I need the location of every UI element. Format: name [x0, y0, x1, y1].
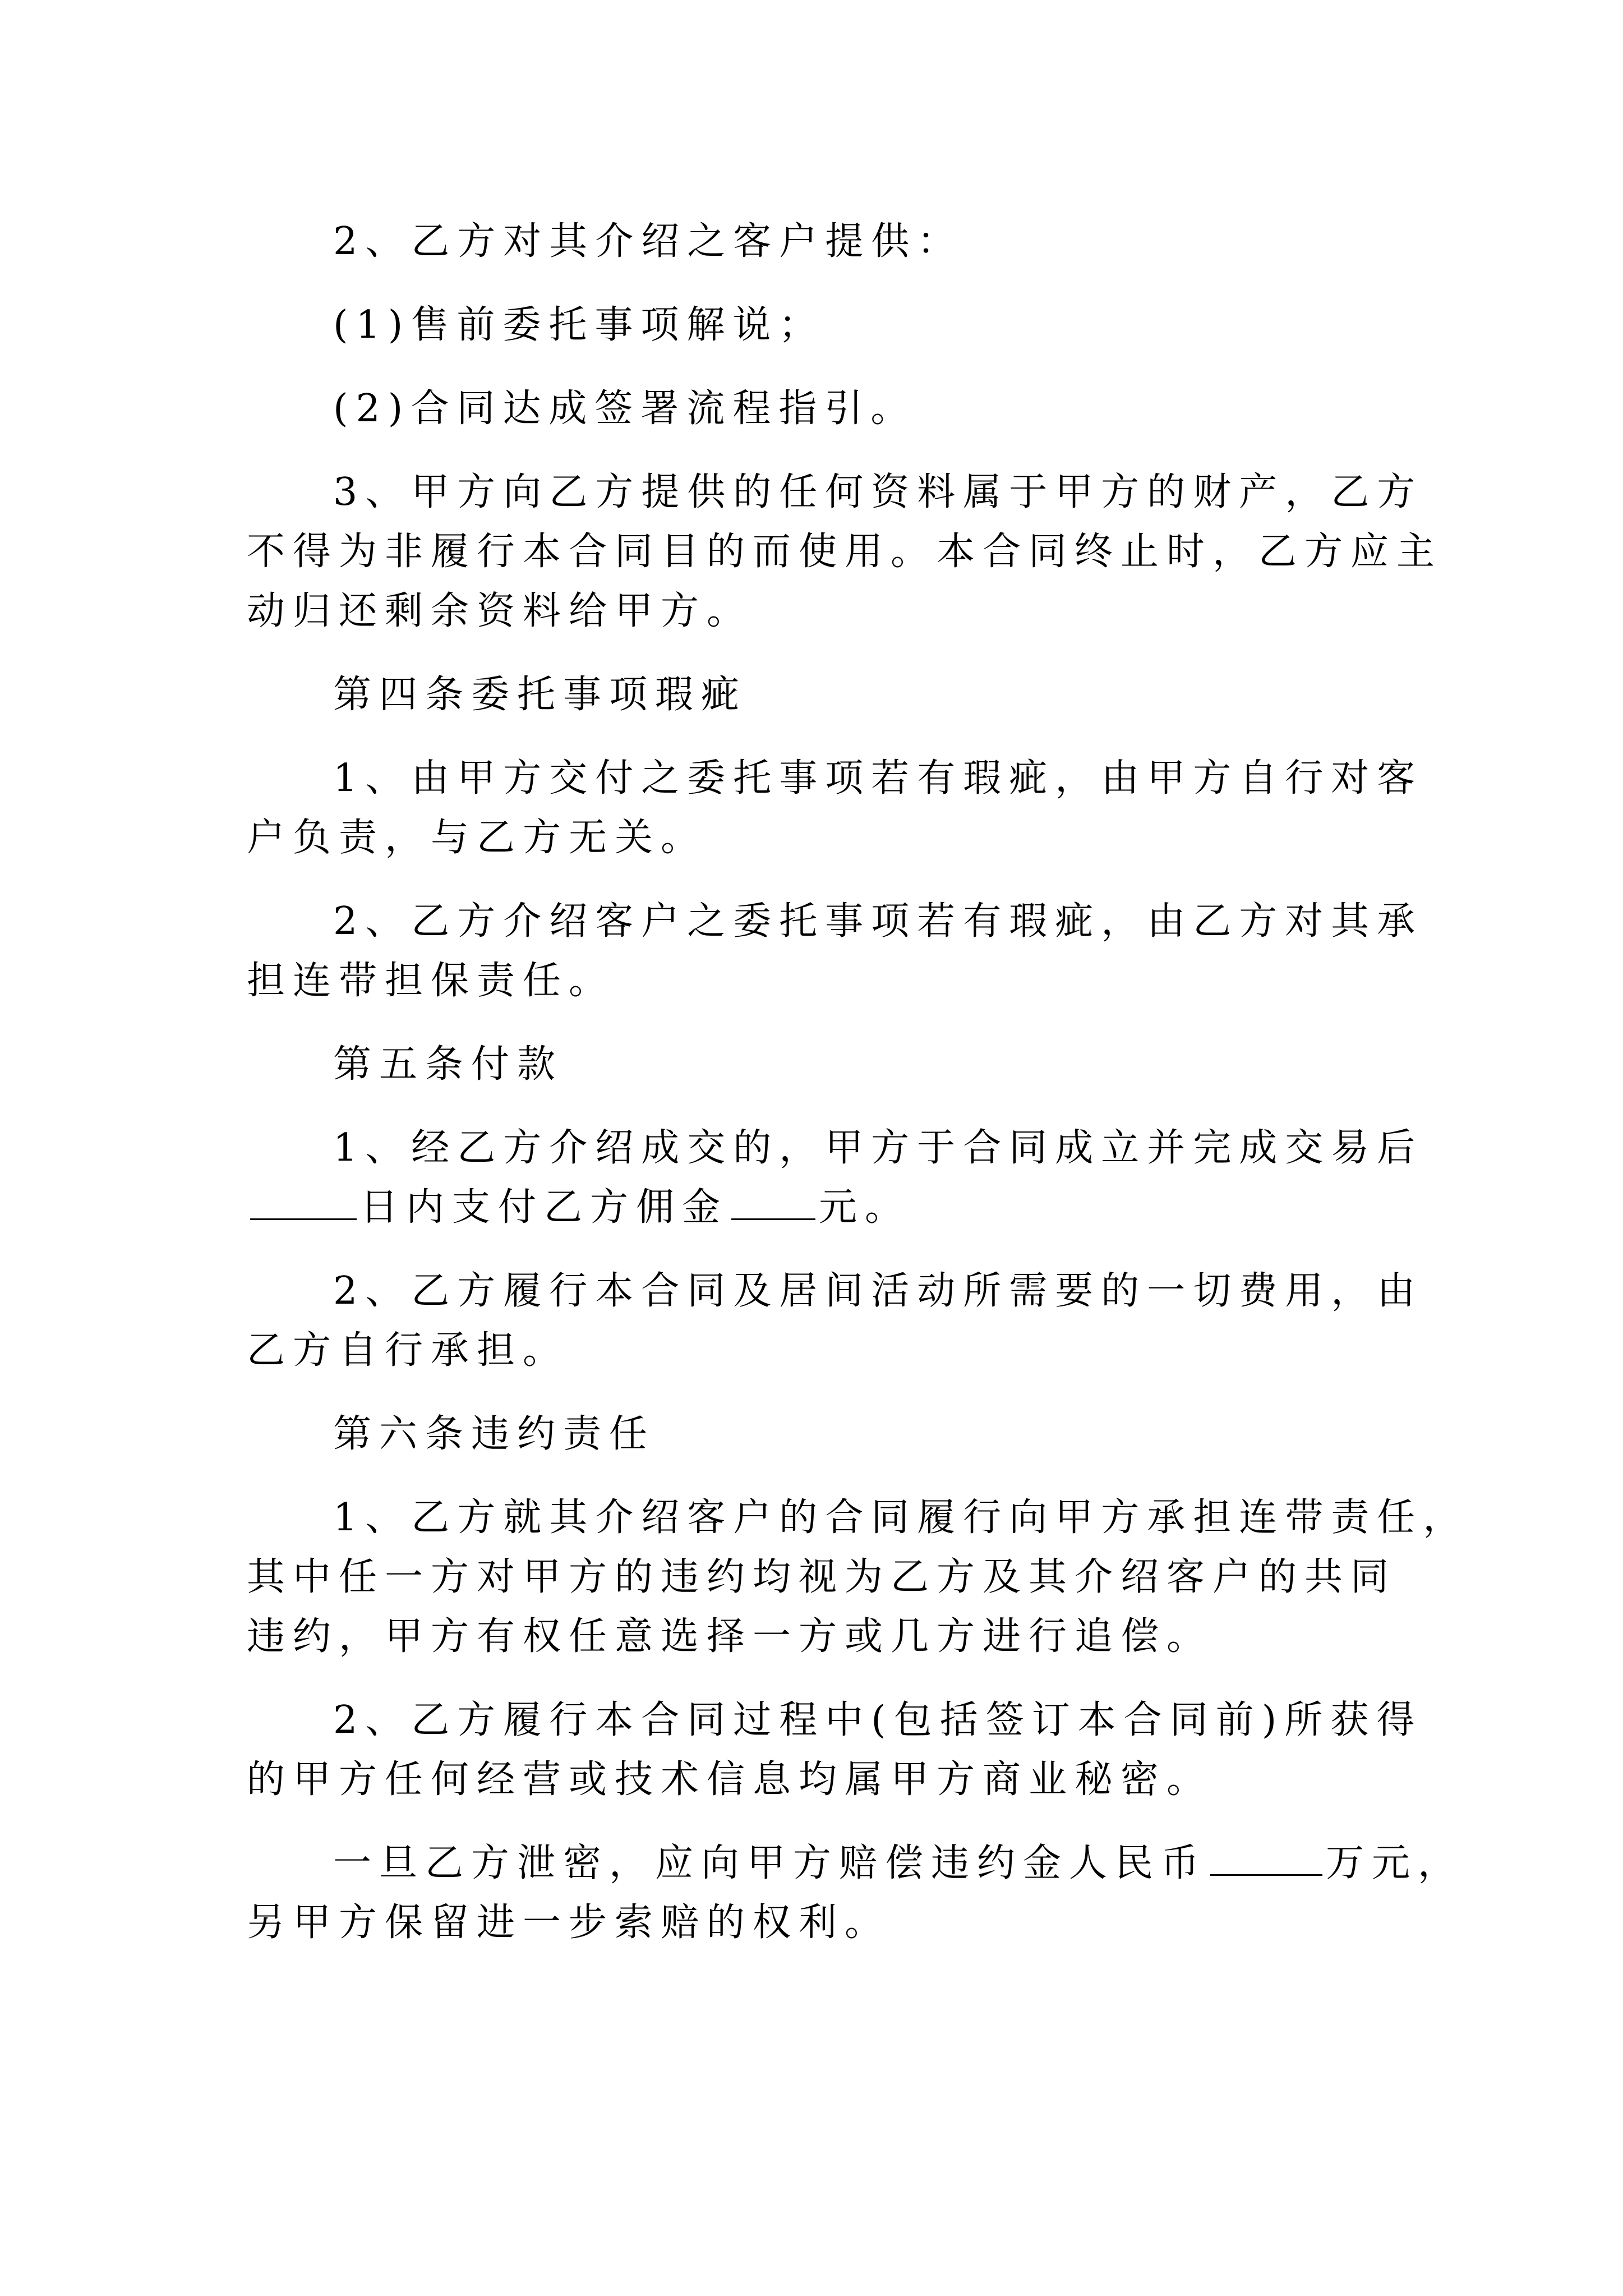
- text-line: (2)合同达成签署流程指引。: [333, 386, 917, 431]
- penalty-amount-blank: [1210, 1838, 1322, 1876]
- text-line: 不得为非履行本合同目的而使用。本合同终止时，乙方应主: [247, 530, 1443, 574]
- commission-text: 日内支付乙方佣金: [360, 1185, 728, 1230]
- text-line: [247, 1834, 1464, 1893]
- text-line: 另甲方保留进一步索赔的权利。: [247, 1901, 891, 1945]
- text-line: 2、乙方介绍客户之委托事项若有瑕疵，由乙方对其承: [333, 899, 1423, 944]
- text-line: 1、乙方就其介绍客户的合同履行向甲方承担连带责任，: [333, 1496, 1469, 1540]
- penalty-unit: 万元，: [1326, 1841, 1464, 1885]
- paragraph-presale-explanation: [247, 296, 1385, 355]
- text-line: [247, 1178, 1385, 1237]
- section-heading: 第五条付款: [333, 1042, 564, 1087]
- heading-article-6: [247, 1405, 1385, 1464]
- section-heading: 第四条委托事项瑕疵: [333, 673, 748, 717]
- paragraph-expenses: [247, 1262, 1423, 1381]
- paragraph-trade-secrets: [247, 1691, 1423, 1810]
- paragraph-breach-penalty: [247, 1834, 1464, 1953]
- commission-amount-blank: [731, 1182, 815, 1220]
- currency-unit: 元。: [819, 1185, 911, 1230]
- penalty-text: 一旦乙方泄密，应向甲方赔偿违约金人民币: [333, 1841, 1207, 1885]
- text-line: 其中任一方对甲方的违约均视为乙方及其介绍客户的共同: [247, 1555, 1397, 1599]
- contract-text: [247, 212, 1469, 1977]
- text-line: 3、甲方向乙方提供的任何资料属于甲方的财产，乙方: [333, 470, 1423, 514]
- text-line: (1)售前委托事项解说；: [333, 303, 825, 347]
- paragraph-client-services: [247, 212, 1385, 272]
- paragraph-defect-party-b: [247, 892, 1423, 1011]
- text-line: 的甲方任何经营或技术信息均属甲方商业秘密。: [247, 1757, 1213, 1802]
- text-line: 户负责，与乙方无关。: [247, 816, 707, 860]
- paragraph-joint-liability: [247, 1488, 1469, 1667]
- paragraph-defect-party-a: [247, 749, 1423, 868]
- paragraph-materials-property: [247, 463, 1443, 641]
- text-line: 动归还剩余资料给甲方。: [247, 589, 753, 633]
- heading-article-4: [247, 665, 1385, 725]
- text-line: 乙方自行承担。: [247, 1328, 569, 1373]
- text-line: 违约，甲方有权任意选择一方或几方进行追偿。: [247, 1614, 1213, 1659]
- text-line: 2、乙方履行本合同及居间活动所需要的一切费用，由: [333, 1269, 1423, 1313]
- heading-article-5: [247, 1035, 1385, 1094]
- text-line: 1、经乙方介绍成交的，甲方于合同成立并完成交易后: [333, 1126, 1423, 1170]
- section-heading: 第六条违约责任: [333, 1412, 656, 1456]
- text-line: 1、由甲方交付之委托事项若有瑕疵，由甲方自行对客: [333, 756, 1423, 800]
- paragraph-commission: [247, 1119, 1423, 1237]
- text-line: 2、乙方对其介绍之客户提供：: [333, 219, 963, 264]
- text-line: 2、乙方履行本合同过程中(包括签订本合同前)所获得: [333, 1698, 1423, 1742]
- paragraph-signing-guidance: [247, 379, 1385, 439]
- days-blank: [250, 1182, 357, 1220]
- text-line: 担连带担保责任。: [247, 959, 615, 1003]
